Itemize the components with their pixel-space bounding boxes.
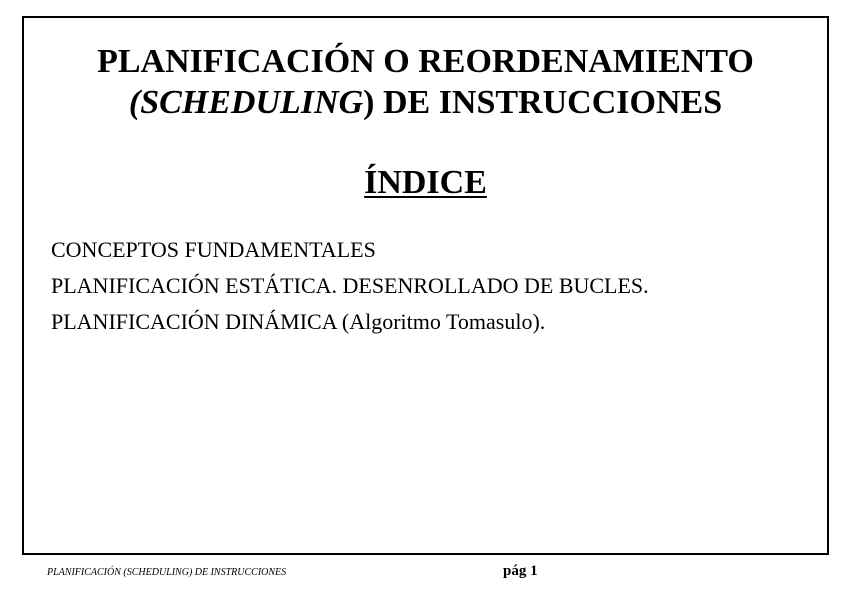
- index-item-planificacion-estatica: PLANIFICACIÓN ESTÁTICA. DESENROLLADO DE BUCLES.: [51, 273, 649, 298]
- index-item-conceptos: CONCEPTOS FUNDAMENTALES: [51, 237, 376, 262]
- slide-frame: [22, 16, 829, 555]
- index-list: [51, 232, 649, 340]
- title-scheduling-term: (SCHEDULING: [128, 84, 364, 121]
- footer-document-title: PLANIFICACIÓN (SCHEDULING) DE INSTRUCCIONES: [47, 567, 287, 578]
- title-line-2-rest: ) DE INSTRUCCIONES: [363, 84, 723, 121]
- slide-title: [24, 41, 827, 123]
- index-item-planificacion-dinamica: PLANIFICACIÓN DINÁMICA (Algoritmo Tomasulo).: [51, 309, 546, 334]
- index-heading-text: ÍNDICE: [364, 164, 487, 201]
- index-heading: [24, 163, 827, 203]
- title-line-1: PLANIFICACIÓN O REORDENAMIENTO: [97, 43, 754, 80]
- footer-page-number: pág 1: [503, 563, 538, 579]
- title-line-2: [24, 82, 827, 123]
